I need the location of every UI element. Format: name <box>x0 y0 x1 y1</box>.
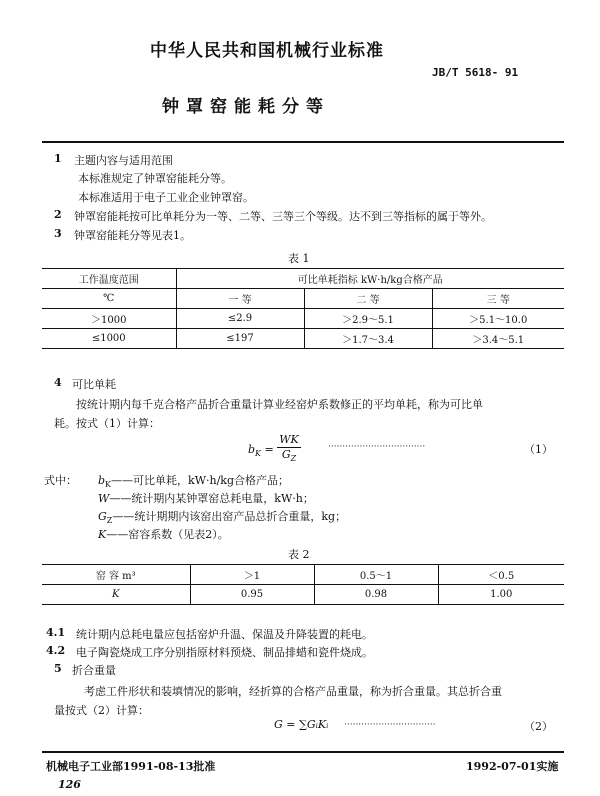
definition-text: ——统计期内某钟罩窑总耗电量，kW·h； <box>109 492 314 505</box>
formula-1-den-symbol: G <box>281 448 291 462</box>
table-2-caption: 表 2 <box>288 548 310 561</box>
table-cell: 0.95 <box>190 585 314 605</box>
section-4-1-text: 统计期内总耗电量应包括窑炉升温、保温及升降装置的耗电。 <box>76 628 373 641</box>
formula-2-leader-dots: ································ <box>344 720 436 730</box>
formula-1-fraction <box>277 433 301 466</box>
definition-row <box>98 472 289 489</box>
document-title: 钟罩窑能耗分等 <box>162 97 330 117</box>
table-row <box>42 329 564 349</box>
table-1-grade-1: 一 等 <box>176 289 304 309</box>
section-5-title: 折合重量 <box>72 664 116 677</box>
formula-1-den-sub: Z <box>290 454 297 464</box>
definition-row <box>98 490 314 506</box>
section-4-para-line-2: 耗。按式（1）计算： <box>54 417 160 430</box>
table-row <box>42 309 564 329</box>
formula-1-numerator: WK <box>279 433 299 447</box>
section-4-title: 可比单耗 <box>72 378 116 391</box>
table-row <box>42 585 564 605</box>
table-cell: ＞1000 <box>91 315 127 326</box>
formula-2: G = ∑GᵢKᵢ <box>274 718 329 731</box>
footer-approved: 机械电子工业部1991-08-13批准 <box>46 760 216 773</box>
table-1-head-index: 可比单耗指标 kW·h/kg合格产品 <box>176 269 564 289</box>
section-4-2-text: 电子陶瓷烧成工序分别指原材料预烧、制品排蜡和瓷件烧成。 <box>76 646 373 659</box>
formula-2-tag: （2） <box>524 720 553 733</box>
section-2-number: 2 <box>54 208 62 221</box>
definition-symbol: G <box>98 510 107 523</box>
table-1-head-range: 工作温度范围 <box>42 269 176 289</box>
definition-text: ——可比单耗，kW·h/kg合格产品； <box>111 474 289 487</box>
section-5-para-line-1: 考虑工件形状和装填情况的影响，经折算的合格产品重量，称为折合重量。其总折合重 <box>84 685 502 698</box>
top-rule <box>42 141 564 143</box>
table-2 <box>42 564 564 605</box>
table-cell: ＞5.1～10.0 <box>432 309 564 329</box>
section-4-2-number: 4.2 <box>46 644 66 657</box>
table-cell: ≤2.9 <box>176 309 304 329</box>
definition-symbol: W <box>98 492 110 505</box>
table-cell: ＞1 <box>190 565 314 585</box>
formula-1-leader-dots: ·································· <box>328 442 426 452</box>
section-3-text: 钟罩窑能耗分等见表1。 <box>74 229 191 242</box>
table-1-caption: 表 1 <box>288 252 310 265</box>
footer-rule <box>42 751 564 753</box>
formula-1-denominator <box>277 448 301 466</box>
table-cell: ≤197 <box>176 329 304 349</box>
standard-code: JB/T 5618- 91 <box>432 66 519 79</box>
section-1-title: 主题内容与适用范围 <box>74 154 173 167</box>
formula-1-lhs: b <box>248 443 256 456</box>
definition-text: ——窑容系数（见表2）。 <box>106 528 229 541</box>
definition-subscript: Z <box>106 516 113 526</box>
definition-symbol: b <box>98 474 106 487</box>
section-1-number: 1 <box>54 152 62 165</box>
footer-implemented: 1992-07-01实施 <box>466 760 559 773</box>
section-4-number: 4 <box>54 376 62 389</box>
table-1-unit: ℃ <box>103 293 115 304</box>
table-1-grade-3: 三 等 <box>432 289 564 309</box>
section-4-para-line-1: 按统计期内每千克合格产品折合重量计算业经窑炉系数修正的平均单耗，称为可比单 <box>76 398 483 411</box>
table-2-row2-label: K <box>112 589 120 600</box>
table-1-grade-2: 二 等 <box>304 289 432 309</box>
section-3-number: 3 <box>54 227 62 240</box>
table-cell: ＞3.4～5.1 <box>432 329 564 349</box>
table-cell: 0.5～1 <box>314 565 438 585</box>
definition-subscript: K <box>105 480 112 490</box>
table-cell: 1.00 <box>438 585 564 605</box>
formula-1-tag: （1） <box>524 443 553 456</box>
where-label: 式中： <box>44 474 77 487</box>
page-number: 126 <box>58 778 81 791</box>
table-cell: ＜0.5 <box>438 565 564 585</box>
formula-1 <box>248 432 301 468</box>
table-2-row1-label: 窑 容 m³ <box>95 571 136 582</box>
table-cell: ＞2.9～5.1 <box>304 309 432 329</box>
table-cell: 0.98 <box>314 585 438 605</box>
standard-org-title: 中华人民共和国机械行业标准 <box>150 41 384 61</box>
definition-symbol: K <box>98 528 107 541</box>
section-5-number: 5 <box>54 662 62 675</box>
table-cell: ＞1.7～3.4 <box>304 329 432 349</box>
section-1-para-1: 本标准规定了钟罩窑能耗分等。 <box>78 172 232 185</box>
definition-row <box>98 526 229 542</box>
section-5-para-line-2: 量按式（2）计算： <box>54 704 149 717</box>
table-cell: ≤1000 <box>91 333 126 344</box>
table-row <box>42 565 564 585</box>
section-4-1-number: 4.1 <box>46 626 66 639</box>
formula-1-lhs-sub: K <box>255 449 262 459</box>
section-2-text: 钟罩窑能耗按可比单耗分为一等、二等、三等三个等级。达不到三等指标的属于等外。 <box>74 210 492 223</box>
section-1-para-2: 本标准适用于电子工业企业钟罩窑。 <box>78 191 254 204</box>
definition-text: ——统计期期内该窑出窑产品总折合重量，kg； <box>112 510 347 523</box>
formula-1-eq: = <box>261 443 278 456</box>
definition-row <box>98 508 346 525</box>
table-1 <box>42 268 564 349</box>
